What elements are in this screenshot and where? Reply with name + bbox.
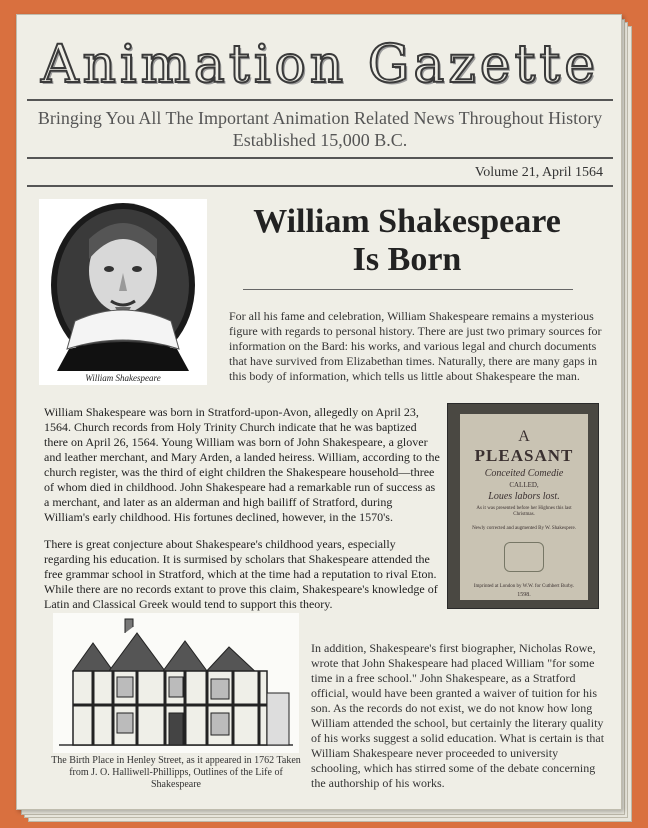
book-line-a: A bbox=[518, 428, 530, 445]
birthplace-illustration bbox=[53, 613, 299, 753]
article-paragraph-3: In addition, Shakespeare's first biographer, Nicholas Rowe, wrote that John Shakespeare had placed William "for some time in a free school." John Shakespeare, as a Stratford official, would have been granted a waiver of tuition for his son. As the records do not exist, we do not know how long William attended the school, but certainly the literary quality of his works suggest a solid education. What is certain is that William Shakespeare never proceeded to university schooling, which has stirred some of the debate concerning the authorship of his works. bbox=[311, 641, 605, 790]
article-paragraph-1: William Shakespeare was born in Stratford-upon-Avon, allegedly on April 23, 1564. Church records from Holy Trinity Church indicate that he was baptized there on April 26, 1564. Young William was born of John Shakespeare, a glover and leather merchant, and Mary Arden, a landed heiress. William, according to the church register, was the third of eight children the Shakespeare household—three of whom died in childhood. John Shakespeare had a remarkable run of success as a merchant, and later as an alderman and high bailiff of Stratford, during William's early childhood. His fortunes declined, however, in the 1570's. bbox=[44, 405, 440, 524]
printer-device-icon bbox=[504, 542, 544, 572]
headline-rule bbox=[243, 289, 573, 290]
volume-issue: Volume 21, April 1564 bbox=[474, 165, 603, 180]
portrait-caption: William Shakespeare bbox=[85, 373, 161, 383]
book-line-imprint: Imprinted at London by W.W. for Cuthbert Burby. bbox=[473, 584, 575, 589]
masthead-rule bbox=[27, 99, 613, 101]
tagline: Bringing You All The Important Animation Related News Throughout History bbox=[37, 108, 603, 128]
established: Established 15,000 B.C. bbox=[232, 130, 408, 150]
article-headline bbox=[222, 203, 592, 279]
tagline-rule bbox=[27, 157, 613, 159]
book-title-page bbox=[460, 414, 588, 600]
headline-line-2: Is Born bbox=[352, 241, 462, 278]
book-line-title: Loues labors lost. bbox=[488, 491, 560, 502]
book-line-small-2: Newly corrected and augmented By W. Shakespere. bbox=[472, 526, 576, 531]
book-line-small-1: As it was presented before her Highnes this last Christmas. bbox=[476, 506, 572, 517]
birthplace-caption: The Birth Place in Henley Street, as it appeared in 1762 Taken from J. O. Halliwell-Phillipps, Outlines of the Life of Shakespeare bbox=[51, 755, 301, 790]
newspaper-page bbox=[16, 14, 622, 810]
timber-house-icon bbox=[53, 613, 299, 753]
masthead-title: Animation Gazette bbox=[40, 35, 600, 95]
volume-rule bbox=[27, 185, 613, 187]
book-title-page-image bbox=[447, 403, 599, 609]
headline-line-1: William Shakespeare bbox=[253, 203, 561, 240]
book-line-conceited: Conceited Comedie bbox=[484, 468, 564, 479]
book-line-called: CALLED, bbox=[509, 481, 539, 489]
shakespeare-portrait bbox=[39, 199, 207, 385]
book-line-year: 1598. bbox=[517, 592, 531, 598]
shakespeare-engraving-icon bbox=[39, 199, 207, 371]
article-intro: For all his fame and celebration, William Shakespeare remains a mysterious figure with regards to personal history. There are just two primary sources for information on the Bard: his works, and various legal and church documents that have survived from Elizabethan times. Naturally, there are many gaps in this body of information, which tells us little about Shakespeare the man. bbox=[229, 309, 602, 383]
article-paragraph-2: There is great conjecture about Shakespeare's childhood years, especially regarding his education. It is surmised by scholars that Shakespeare attended the free grammar school in Stratford, which at the time had a reputation to rival Eton. While there are no records extant to prove this claim, Shakespeare's knowledge of Latin and Classical Greek would tend to support this theory. bbox=[44, 537, 438, 611]
tagline-block bbox=[17, 107, 623, 151]
book-line-pleasant: PLEASANT bbox=[474, 446, 574, 465]
